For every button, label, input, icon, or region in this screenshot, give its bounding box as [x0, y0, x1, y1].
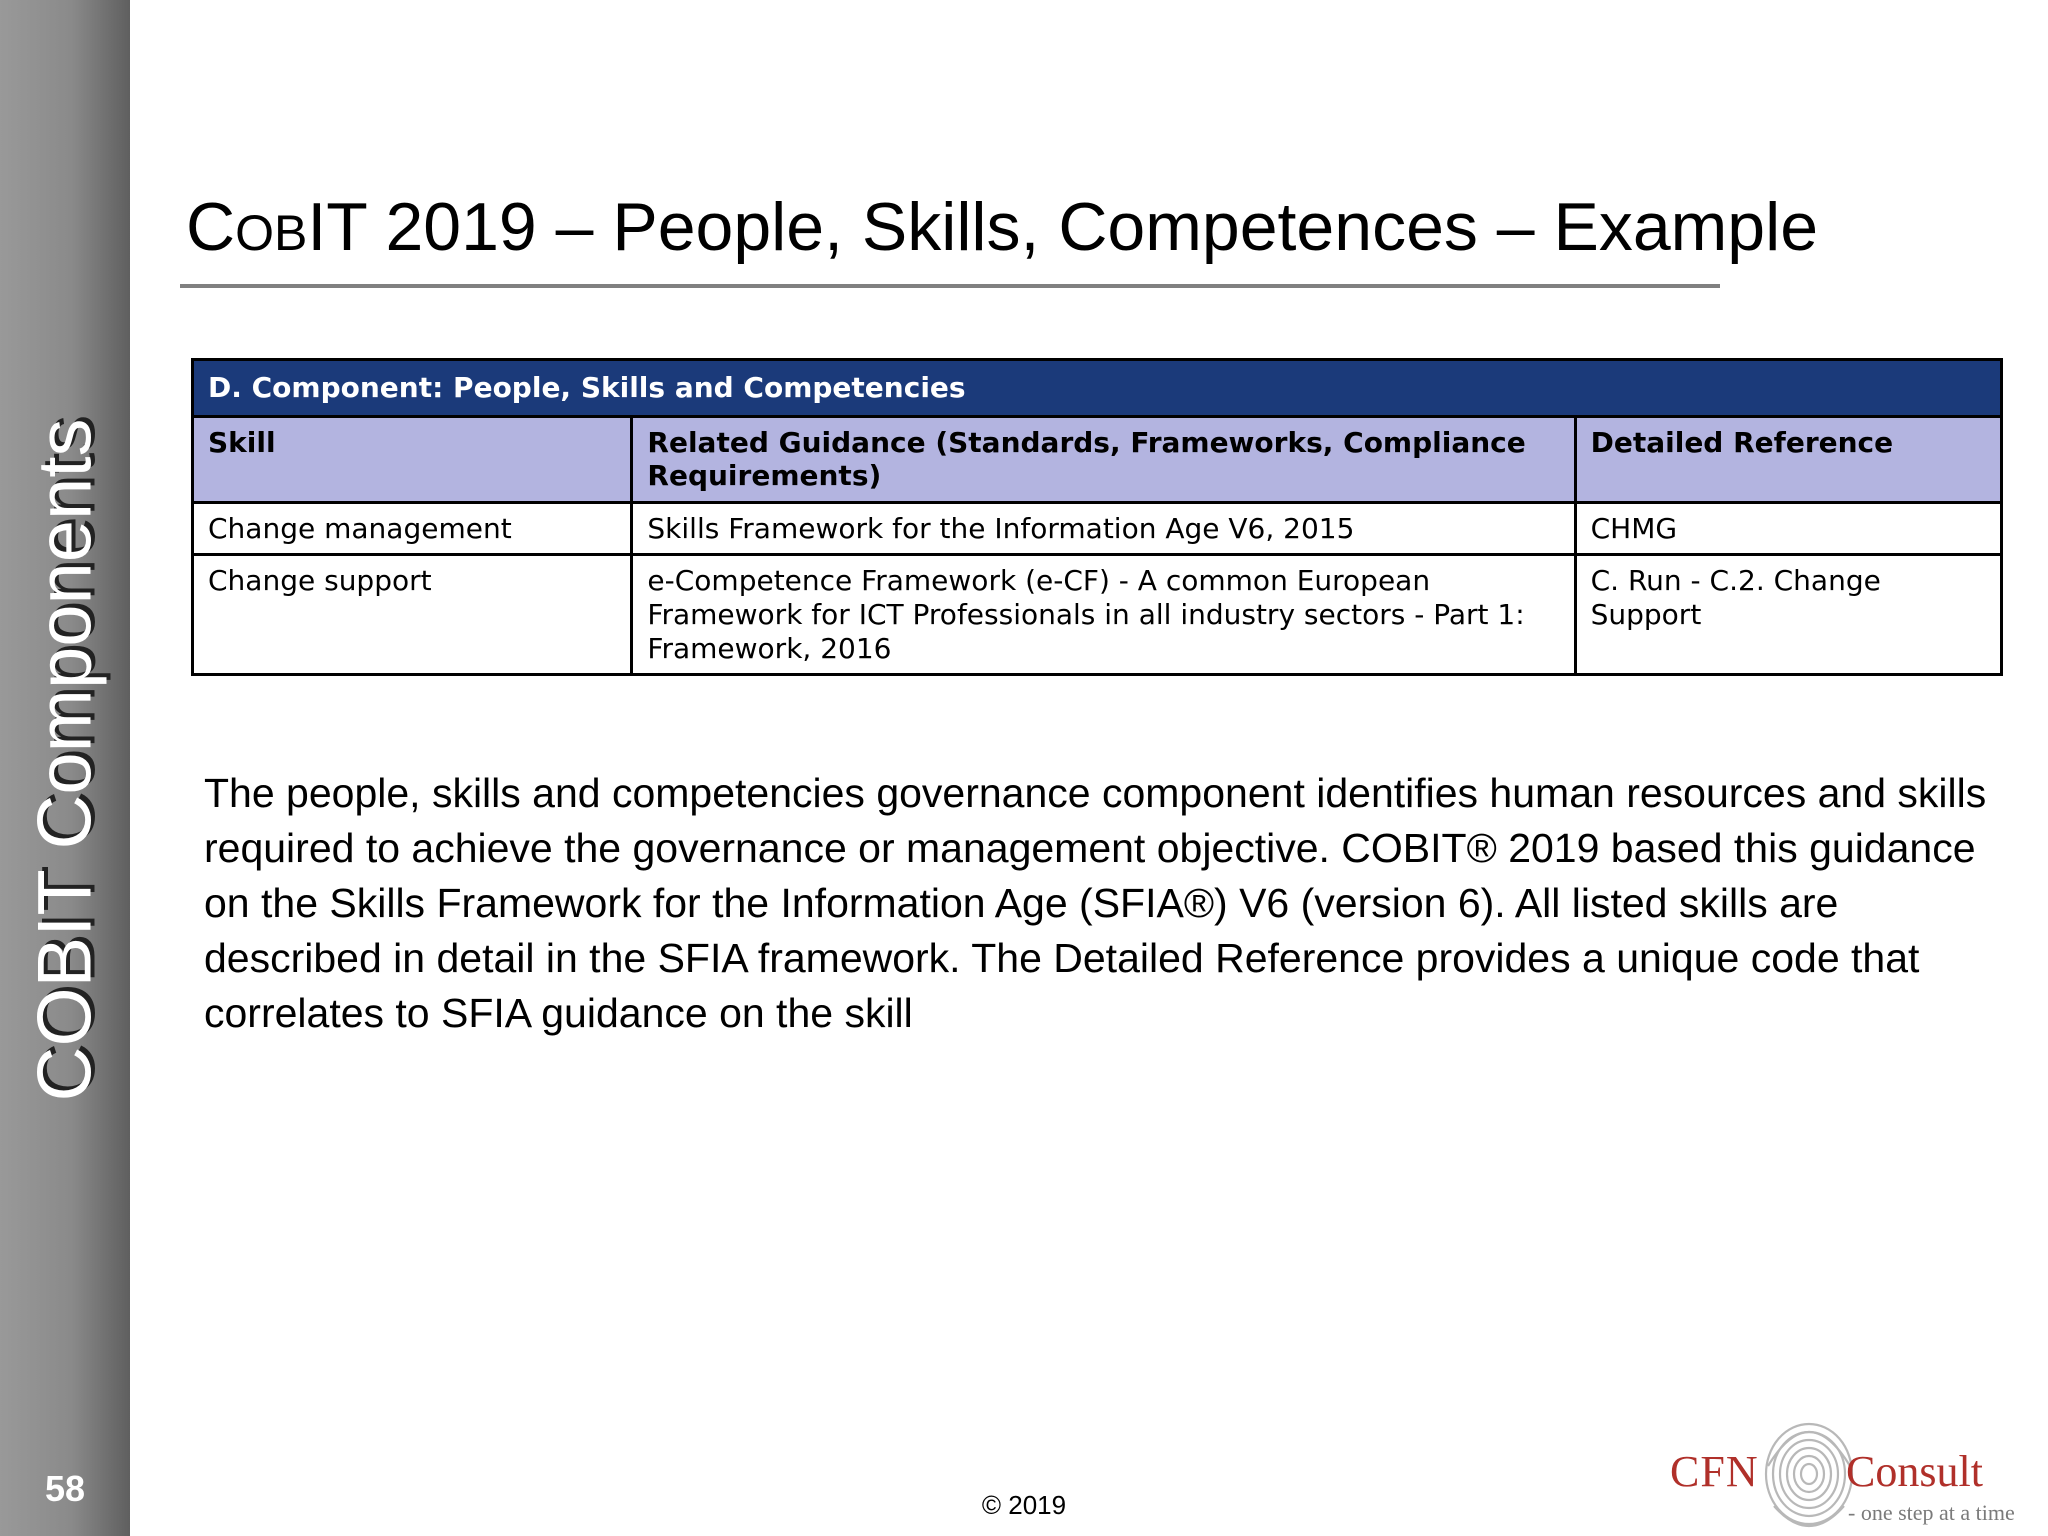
- table-title: D. Component: People, Skills and Competencies: [193, 360, 2002, 417]
- cell-guidance: Skills Framework for the Information Age V6, 2015: [632, 502, 1575, 555]
- copyright: © 2019: [981, 1490, 1067, 1520]
- title-part-4: T 2019 – People, Skills, Competences – Example: [326, 189, 1819, 265]
- header-guidance: Related Guidance (Standards, Frameworks, Compliance Requirements): [632, 416, 1575, 502]
- cell-skill: Change support: [193, 555, 632, 675]
- logo-name-right: Consult: [1846, 1447, 1983, 1496]
- company-logo: [1670, 1400, 2048, 1536]
- cell-guidance: e-Competence Framework (e-CF) - A common European Framework for ICT Professionals in all industry sectors - Part 1: Framework, 2016: [632, 555, 1575, 675]
- header-skill: Skill: [193, 416, 632, 502]
- cell-skill: Change management: [193, 502, 632, 555]
- table-title-row: [193, 360, 2002, 417]
- side-bar: [0, 0, 130, 1536]
- title-divider: [180, 284, 1720, 288]
- cell-reference: CHMG: [1575, 502, 2001, 555]
- logo-name-left: CFN: [1670, 1447, 1759, 1496]
- title-part-1: C: [186, 189, 236, 265]
- page-number: 58: [44, 1468, 86, 1509]
- header-reference: Detailed Reference: [1575, 416, 2001, 502]
- table-header-row: [193, 416, 2002, 502]
- description-text: The people, skills and competencies governance component identifies human resources and skills required to achieve the governance or management objective. COBIT® 2019 based this guidance on the Skills Framework for the Information Age (SFIA®) V6 (version 6). All listed skills are described in detail in the SFIA framework. The Detailed Reference provides a unique code that correlates to SFIA guidance on the skill: [204, 770, 1987, 1036]
- title-part-3: I: [307, 189, 327, 265]
- table-row: [193, 502, 2002, 555]
- table-row: [193, 555, 2002, 675]
- side-title: COBIT Components: [22, 418, 108, 1102]
- title-part-2: OB: [235, 205, 308, 261]
- slide-title: [186, 188, 1818, 266]
- component-table: [191, 358, 2003, 676]
- cell-reference: C. Run - C.2. Change Support: [1575, 555, 2001, 675]
- logo-tagline: - one step at a time: [1848, 1500, 2015, 1525]
